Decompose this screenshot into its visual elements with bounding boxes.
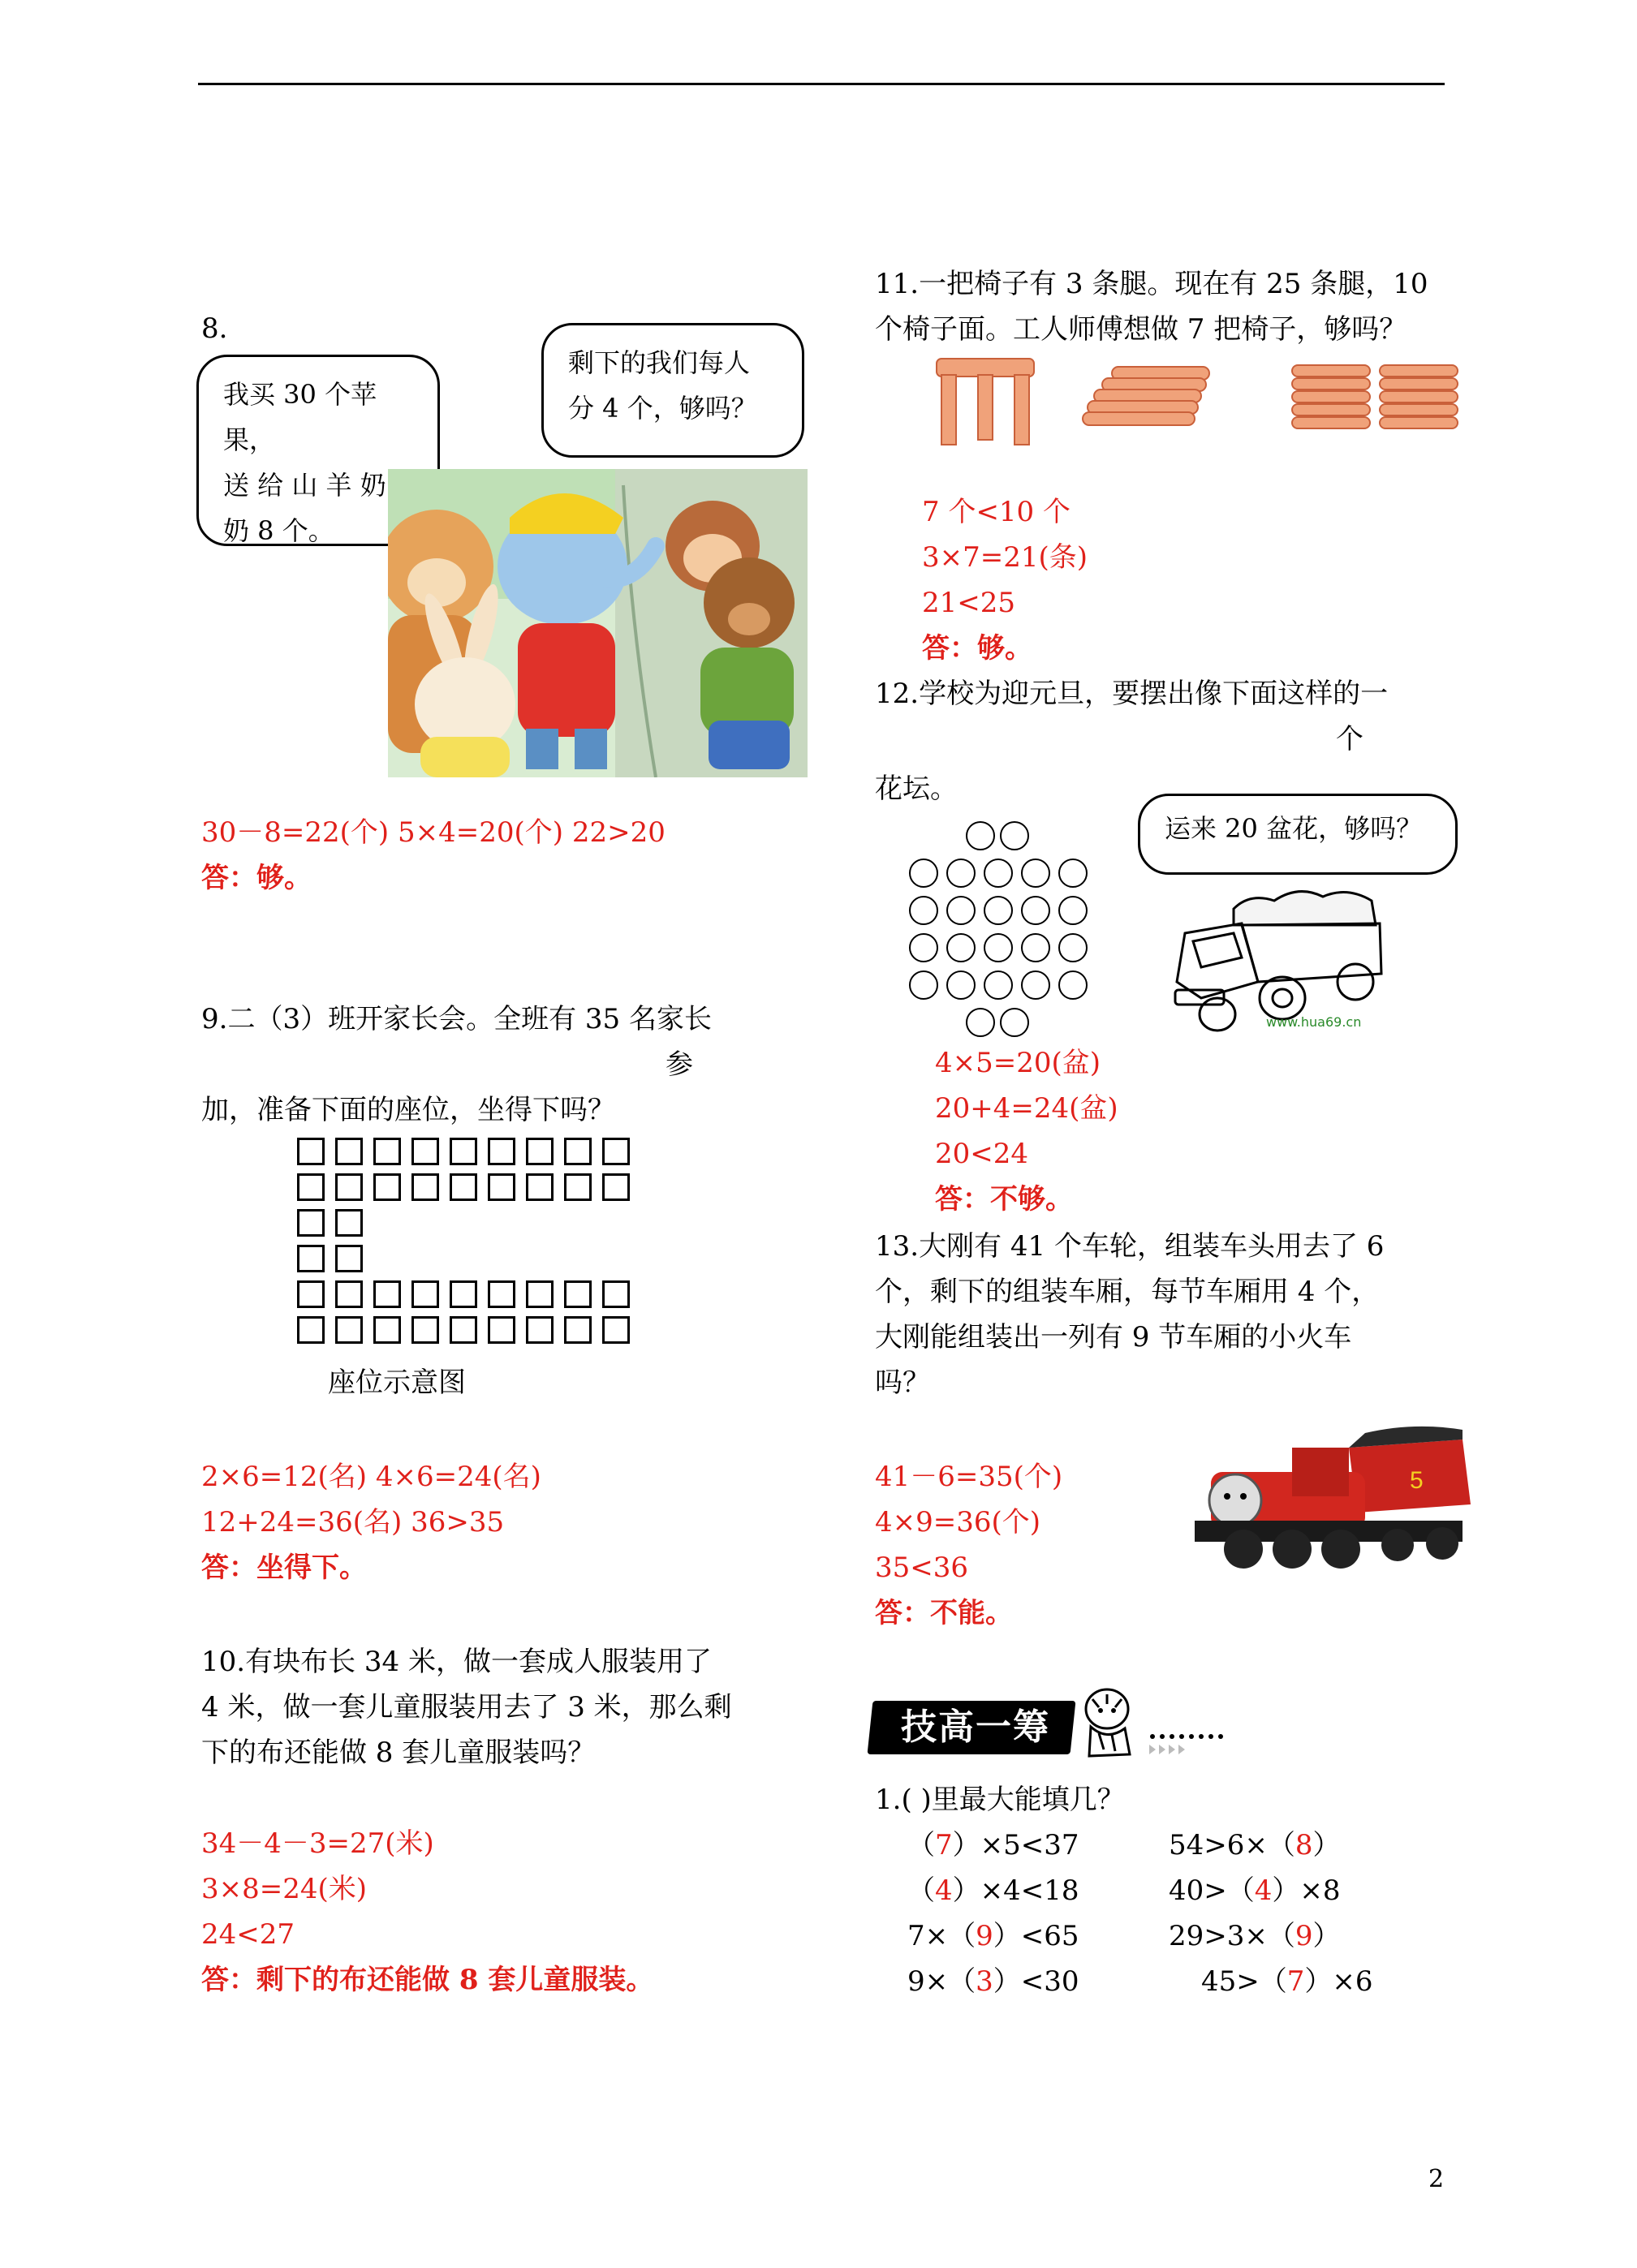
seat-square bbox=[297, 1173, 325, 1201]
seat-square bbox=[297, 1280, 325, 1308]
train-number-label: 5 bbox=[1410, 1467, 1424, 1494]
q8-animals-illustration bbox=[388, 469, 808, 777]
fill-blank-prefix: （ bbox=[907, 1874, 935, 1907]
flowerpot-circle bbox=[1021, 859, 1050, 888]
seat-square bbox=[297, 1138, 325, 1165]
seat-square bbox=[297, 1245, 325, 1272]
seat-square bbox=[488, 1173, 515, 1201]
q12-text-line: 花坛。 bbox=[875, 772, 958, 805]
q13-answer-line: 35<36 bbox=[875, 1551, 969, 1584]
flowerpot-circle bbox=[946, 859, 976, 888]
fill-blank-suffix: ）×6 bbox=[1304, 1965, 1373, 1998]
fill-blank-suffix: ） bbox=[1312, 1829, 1341, 1861]
flowerpot-circle bbox=[1021, 933, 1050, 962]
q11-answer-line: 3×7=21(条) bbox=[922, 541, 1088, 574]
flowerpot-circle bbox=[1058, 970, 1088, 1000]
fill-blank-suffix: ）×4<18 bbox=[952, 1874, 1079, 1907]
q9-answer-conclusion: 答：坐得下。 bbox=[201, 1551, 367, 1584]
flowerpot-circle bbox=[909, 933, 938, 962]
fill-blank-row bbox=[1169, 1868, 1341, 1913]
q11-text-line: 个椅子面。工人师傅想做 7 把椅子，够吗？ bbox=[875, 313, 1407, 346]
fill-blank-row bbox=[1169, 1823, 1341, 1868]
q12-answer-line: 20+4=24(盆) bbox=[935, 1092, 1118, 1125]
q10-text-line: 10.有块布长 34 米，做一套成人服装用了 bbox=[201, 1646, 712, 1678]
fill-blank-prefix: 29>3×（ bbox=[1169, 1920, 1295, 1952]
q9-text-line: 参 bbox=[666, 1048, 693, 1081]
seat-square bbox=[602, 1138, 630, 1165]
seat-square bbox=[335, 1209, 363, 1237]
seat-square bbox=[411, 1280, 439, 1308]
q10-answer-conclusion: 答：剩下的布还能做 8 套儿童服装。 bbox=[201, 1964, 654, 1996]
flowerpot-circle bbox=[984, 970, 1013, 1000]
seat-square bbox=[488, 1280, 515, 1308]
bubble-line: 我买 30 个苹果， bbox=[223, 379, 377, 455]
fill-blank-row bbox=[907, 1823, 1079, 1868]
fill-blank-answer: 3 bbox=[976, 1965, 993, 1998]
q12-speech-bubble bbox=[1138, 794, 1458, 875]
fill-blank-answer: 9 bbox=[976, 1920, 993, 1952]
q13-answer-conclusion: 答：不能。 bbox=[875, 1597, 1013, 1629]
flowerpot-circle bbox=[909, 859, 938, 888]
flowerpot-circle bbox=[984, 859, 1013, 888]
fill-blank-suffix: ）<65 bbox=[993, 1920, 1079, 1952]
flowerpot-circle bbox=[1021, 896, 1050, 925]
seat-square bbox=[335, 1280, 363, 1308]
seat-square bbox=[602, 1173, 630, 1201]
flowerpot-circle bbox=[1000, 821, 1029, 850]
flowerpot-circle bbox=[1058, 859, 1088, 888]
q13-text-line: 大刚能组装出一列有 9 节车厢的小火车 bbox=[875, 1321, 1352, 1353]
fill-blank-suffix: ） bbox=[1312, 1920, 1341, 1952]
seat-square bbox=[488, 1316, 515, 1344]
q10-text-line: 4 米，做一套儿童服装用去了 3 米，那么剩 bbox=[201, 1691, 732, 1724]
fill-blank-answer: 8 bbox=[1295, 1829, 1313, 1861]
q13-text-line: 个，剩下的组装车厢，每节车厢用 4 个， bbox=[875, 1276, 1380, 1308]
fill-blank-answer: 7 bbox=[935, 1829, 953, 1861]
page-number: 2 bbox=[1428, 2165, 1445, 2193]
seat-square bbox=[526, 1138, 554, 1165]
q12-answer-line: 4×5=20(盆) bbox=[935, 1047, 1101, 1079]
seat-square bbox=[450, 1280, 477, 1308]
seat-square bbox=[602, 1280, 630, 1308]
fill-blank-row bbox=[907, 1868, 1079, 1913]
seat-square bbox=[335, 1316, 363, 1344]
q8-answer-line: 30－8=22(个) 5×4=20(个) 22>20 bbox=[201, 816, 666, 849]
fill-blank-answer: 9 bbox=[1295, 1920, 1313, 1952]
seat-square bbox=[564, 1316, 592, 1344]
flowerpot-circle bbox=[946, 896, 976, 925]
q12-answer-conclusion: 答：不够。 bbox=[935, 1183, 1073, 1216]
fill-blank-row bbox=[1201, 1959, 1373, 2004]
seat-square bbox=[297, 1209, 325, 1237]
fill-blank-suffix: ）<30 bbox=[993, 1965, 1079, 1998]
fill-blank-prefix: （ bbox=[907, 1829, 935, 1861]
seat-square bbox=[526, 1316, 554, 1344]
fill-blank-row bbox=[907, 1913, 1079, 1959]
q9-answer-line: 2×6=12(名) 4×6=24(名) bbox=[201, 1461, 541, 1493]
q11-answer-line: 21<25 bbox=[922, 587, 1016, 619]
seat-square bbox=[526, 1173, 554, 1201]
flowerpot-circle bbox=[966, 1008, 995, 1037]
q13-answer-line: 41－6=35(个) bbox=[875, 1461, 1063, 1493]
seat-square bbox=[526, 1280, 554, 1308]
fill-blank-prefix: 7×（ bbox=[907, 1920, 976, 1952]
fill-blank-prefix: 40>（ bbox=[1169, 1874, 1255, 1907]
q9-text-line: 9.二（3）班开家长会。全班有 35 名家长 bbox=[201, 1003, 712, 1035]
section-title: 技高一筹 bbox=[901, 1706, 1050, 1748]
seat-square bbox=[450, 1138, 477, 1165]
q13-answer-line: 4×9=36(个) bbox=[875, 1506, 1041, 1539]
q13-text-line: 吗？ bbox=[875, 1366, 930, 1399]
bubble-line: 剩下的我们每人 bbox=[568, 347, 751, 378]
fill-blank-suffix: ）×5<37 bbox=[952, 1829, 1079, 1861]
q13-text-line: 13.大刚有 41 个车轮，组装车头用去了 6 bbox=[875, 1230, 1385, 1263]
flowerpot-circle bbox=[946, 970, 976, 1000]
flowerpot-circle bbox=[1058, 896, 1088, 925]
q12-text-line: 12.学校为迎元旦，要摆出像下面这样的一 bbox=[875, 678, 1389, 710]
fill-blank-row bbox=[907, 1959, 1079, 2004]
fill-blank-prefix: 45>（ bbox=[1201, 1965, 1287, 1998]
seat-square bbox=[373, 1173, 401, 1201]
section-header bbox=[870, 1685, 1260, 1761]
seat-square bbox=[297, 1316, 325, 1344]
flowerpot-circle bbox=[984, 896, 1013, 925]
flowerpot-circle bbox=[946, 933, 976, 962]
section-q1-title: 1.( )里最大能填几？ bbox=[875, 1784, 1125, 1816]
seat-square bbox=[335, 1138, 363, 1165]
fill-blank-answer: 4 bbox=[1254, 1874, 1273, 1907]
q9-text-line: 加，准备下面的座位，坐得下吗？ bbox=[201, 1094, 615, 1126]
q11-text-line: 11.一把椅子有 3 条腿。现在有 25 条腿，10 bbox=[875, 268, 1428, 300]
q8-speech-bubble-right bbox=[541, 323, 804, 458]
seat-square bbox=[411, 1173, 439, 1201]
fill-blank-answer: 4 bbox=[935, 1874, 953, 1907]
bubble-line: 运来 20 盆花，够吗？ bbox=[1165, 813, 1423, 844]
seat-square bbox=[335, 1245, 363, 1272]
dotted-arrows-icon bbox=[1146, 1725, 1260, 1758]
flowerpot-circle bbox=[1000, 1008, 1029, 1037]
q12-answer-line: 20<24 bbox=[935, 1138, 1029, 1170]
seat-square bbox=[373, 1138, 401, 1165]
fill-blank-suffix: ）×8 bbox=[1272, 1874, 1341, 1907]
fill-blank-prefix: 9×（ bbox=[907, 1965, 976, 1998]
q8-number: 8. bbox=[201, 312, 228, 345]
toy-train-illustration bbox=[1187, 1415, 1482, 1577]
bubble-line: 分 4 个，够吗？ bbox=[568, 393, 757, 424]
seat-square bbox=[488, 1138, 515, 1165]
flowerpot-circle bbox=[1058, 933, 1088, 962]
tiger-mascot-icon bbox=[1075, 1685, 1148, 1761]
seat-square bbox=[450, 1316, 477, 1344]
seat-tops-stack-icon bbox=[1290, 360, 1461, 438]
seat-square bbox=[411, 1316, 439, 1344]
seat-square bbox=[564, 1138, 592, 1165]
flowerpot-circle bbox=[966, 821, 995, 850]
header-rule bbox=[198, 83, 1445, 85]
fill-blank-prefix: 54>6×（ bbox=[1169, 1829, 1295, 1861]
seating-diagram bbox=[297, 1138, 635, 1342]
seating-diagram-caption: 座位示意图 bbox=[328, 1366, 466, 1399]
q10-answer-line: 3×8=24(米) bbox=[201, 1873, 368, 1905]
stool-icon bbox=[933, 357, 1037, 446]
fill-blank-row bbox=[1169, 1913, 1341, 1959]
seat-square bbox=[564, 1280, 592, 1308]
q8-answer-conclusion: 答：够。 bbox=[201, 862, 312, 894]
bubble-line: 送 给 山 羊 奶 bbox=[223, 470, 386, 501]
q10-answer-line: 24<27 bbox=[201, 1918, 295, 1951]
q11-answer-conclusion: 答：够。 bbox=[922, 632, 1032, 665]
seat-square bbox=[411, 1138, 439, 1165]
seat-square bbox=[450, 1173, 477, 1201]
truck-watermark: www.hua69.cn bbox=[1266, 1014, 1362, 1030]
flowerpot-circle bbox=[1021, 970, 1050, 1000]
seat-square bbox=[335, 1173, 363, 1201]
flowerbed-diagram bbox=[907, 821, 1096, 1039]
q10-answer-line: 34－4－3=27(米) bbox=[201, 1827, 434, 1860]
q10-text-line: 下的布还能做 8 套儿童服装吗？ bbox=[201, 1737, 596, 1769]
seat-square bbox=[564, 1173, 592, 1201]
chair-legs-bundle-icon bbox=[1079, 364, 1216, 437]
flowerpot-circle bbox=[984, 933, 1013, 962]
seat-square bbox=[373, 1316, 401, 1344]
flowerpot-circle bbox=[909, 896, 938, 925]
q11-answer-line: 7 个<10 个 bbox=[922, 496, 1071, 528]
seat-square bbox=[602, 1316, 630, 1344]
bubble-line: 奶 8 个。 bbox=[223, 515, 334, 546]
flowerpot-circle bbox=[909, 970, 938, 1000]
q9-answer-line: 12+24=36(名) 36>35 bbox=[201, 1506, 505, 1539]
q12-text-line: 个 bbox=[1336, 723, 1363, 755]
seat-square bbox=[373, 1280, 401, 1308]
fill-blank-answer: 7 bbox=[1286, 1965, 1305, 1998]
